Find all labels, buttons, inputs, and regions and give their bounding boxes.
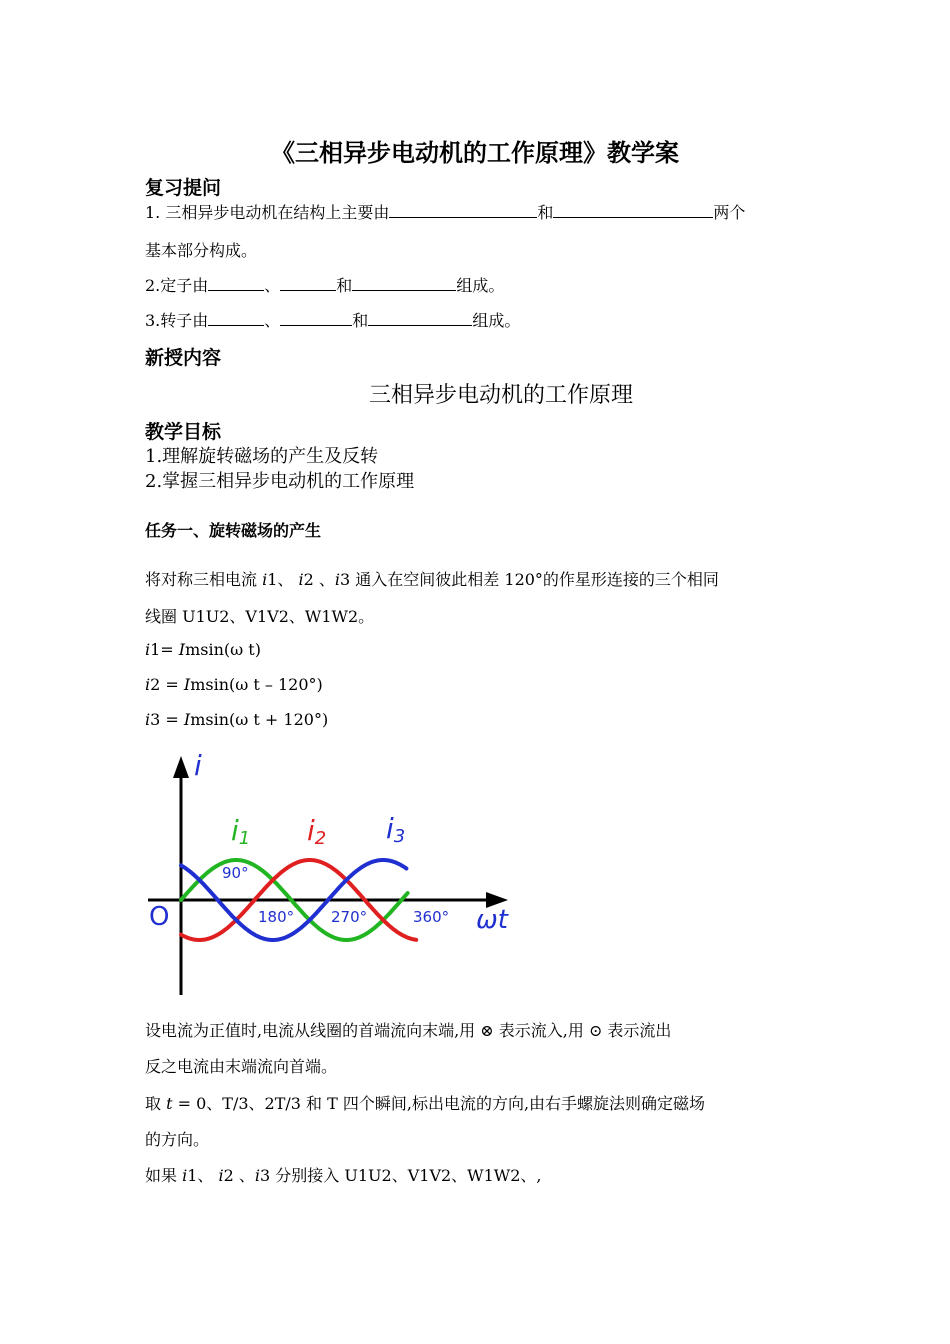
review-question-1-cont: 基本部分构成。 (145, 241, 258, 260)
document-title: 《三相异步电动机的工作原理》教学案 (271, 138, 679, 167)
review-heading: 复习提问 (145, 177, 222, 199)
text-run: i (298, 570, 304, 589)
text-run: i (218, 1166, 224, 1185)
q1-text-a: 1. 三相异步电动机在结构上主要由 (145, 203, 390, 222)
paragraph-line (145, 1091, 705, 1114)
dot-in-circle-icon: ⊙ (588, 1021, 603, 1040)
q3-text-d: 组成。 (472, 311, 521, 330)
text-run: 将对称三相电流 (145, 570, 263, 589)
origin-label: O (149, 902, 170, 932)
q2-text-c: 和 (336, 276, 353, 295)
q2-text-d: 组成。 (456, 276, 505, 295)
text-run: 取 (145, 1094, 167, 1113)
text-run: 表示流出 (602, 1021, 672, 1040)
text-run: 2 、 (223, 1166, 255, 1185)
text-run: i (182, 1166, 188, 1185)
series-label-i2: i2 (307, 814, 327, 849)
q2-text-b: 、 (264, 276, 281, 295)
text-run: 2 、 (303, 570, 335, 589)
series-label-i1: i1 (231, 814, 251, 849)
text-run: 3 = (150, 710, 184, 729)
series-label-i3: i3 (386, 812, 406, 847)
y-axis-arrow (173, 756, 189, 778)
q3-text-b: 、 (264, 311, 281, 330)
text-run: 2 = (150, 675, 184, 694)
text-run: i (262, 570, 268, 589)
text-run: 1、 (187, 1166, 219, 1185)
text-run: I (183, 710, 191, 729)
goals-heading: 教学目标 (145, 421, 222, 443)
x-tick-label: 270° (331, 908, 368, 926)
paragraph-line (145, 1018, 671, 1041)
section-subtitle: 三相异步电动机的工作原理 (368, 383, 633, 408)
text-run: i (145, 640, 151, 659)
task-heading: 任务一、旋转磁场的产生 (145, 521, 322, 540)
goal-item: 1.理解旋转磁场的产生及反转 (145, 446, 379, 467)
x-tick-label: 360° (413, 908, 450, 926)
text-run: 1= (150, 640, 179, 659)
q1-text-b: 和 (537, 203, 554, 222)
x-tick-label: 180° (258, 908, 295, 926)
y-axis-label: i (194, 749, 202, 782)
text-run: msin(ω t – 120°) (190, 675, 323, 694)
q2-text-a: 2.定子由 (145, 276, 209, 295)
text-run: i (145, 675, 151, 694)
text-run: i (334, 570, 341, 589)
text-run: = 0、T/3、2T/3 和 T 四个瞬间,标出电流的方向,由右手螺旋法则确定磁场 (172, 1094, 706, 1113)
text-run: i (254, 1166, 261, 1185)
paragraph-line: 的方向。 (145, 1130, 210, 1149)
text-run: 3 通入在空间彼此相差 120°的作星形连接的三个相同 (340, 570, 719, 589)
text-run: I (183, 675, 191, 694)
text-run: 1、 (267, 570, 299, 589)
text-run: 设电流为正值时,电流从线圈的首端流向末端,用 (145, 1021, 481, 1040)
text-run: 3 分别接入 U1U2、V1V2、W1W2、, (260, 1166, 542, 1185)
x-axis-label: ωt (476, 905, 508, 935)
paragraph-line: 线圈 U1U2、V1V2、W1W2。 (145, 607, 375, 626)
q1-text-c: 两个 (713, 203, 746, 222)
text-run: msin(ω t + 120°) (190, 710, 329, 729)
paragraph-line (145, 1163, 542, 1186)
text-run: msin(ω t) (185, 640, 261, 659)
x-tick-label: 90° (222, 864, 249, 882)
text-run: 如果 (145, 1166, 183, 1185)
new-content-heading: 新授内容 (145, 347, 222, 369)
paragraph-line: 反之电流由末端流向首端。 (145, 1057, 338, 1076)
text-run: t (166, 1094, 173, 1113)
text-run: i (145, 710, 151, 729)
text-run: I (178, 640, 186, 659)
q3-text-c: 和 (352, 311, 369, 330)
q3-text-a: 3.转子由 (145, 311, 209, 330)
goal-item: 2.掌握三相异步电动机的工作原理 (145, 471, 415, 492)
text-run: 表示流入,用 (493, 1021, 589, 1040)
cross-in-circle-icon: ⊗ (480, 1021, 494, 1040)
